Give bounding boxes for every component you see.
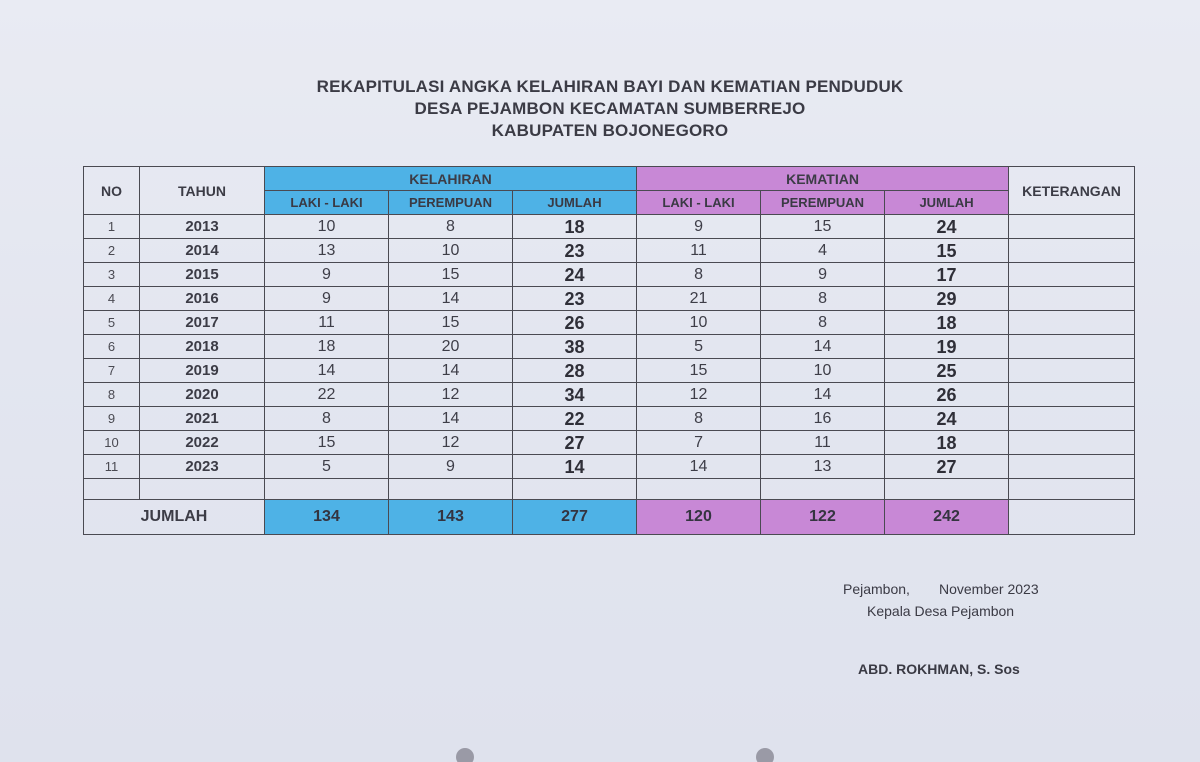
table-row <box>84 311 1135 335</box>
row-kelahiran-perempuan: 20 <box>389 335 513 359</box>
signature-name: ABD. ROKHMAN, S. Sos <box>858 661 1020 677</box>
total-kelahiran-jumlah: 277 <box>513 500 637 535</box>
table-footer <box>84 479 1135 535</box>
row-keterangan <box>1009 311 1135 335</box>
row-no: 8 <box>84 383 140 407</box>
header-no: NO <box>84 167 140 215</box>
row-tahun: 2021 <box>140 407 265 431</box>
row-kelahiran-jumlah: 34 <box>513 383 637 407</box>
row-tahun: 2023 <box>140 455 265 479</box>
row-no: 5 <box>84 311 140 335</box>
row-kelahiran-perempuan: 14 <box>389 407 513 431</box>
header-kelahiran: KELAHIRAN <box>265 167 637 191</box>
row-kelahiran-perempuan: 8 <box>389 215 513 239</box>
row-tahun: 2014 <box>140 239 265 263</box>
binder-hole <box>756 748 774 762</box>
total-label: JUMLAH <box>84 500 265 535</box>
subheader-kelahiran-laki: LAKI - LAKI <box>265 191 389 215</box>
row-kematian-jumlah: 15 <box>885 239 1009 263</box>
row-kematian-jumlah: 17 <box>885 263 1009 287</box>
row-tahun: 2015 <box>140 263 265 287</box>
empty-cell <box>761 479 885 500</box>
empty-cell <box>389 479 513 500</box>
row-keterangan <box>1009 239 1135 263</box>
row-tahun: 2016 <box>140 287 265 311</box>
empty-cell <box>140 479 265 500</box>
row-kelahiran-laki: 18 <box>265 335 389 359</box>
row-kelahiran-laki: 9 <box>265 263 389 287</box>
header-keterangan: KETERANGAN <box>1009 167 1135 215</box>
row-no: 7 <box>84 359 140 383</box>
row-kematian-perempuan: 16 <box>761 407 885 431</box>
row-kematian-laki: 15 <box>637 359 761 383</box>
empty-cell <box>1009 479 1135 500</box>
total-keterangan <box>1009 500 1135 535</box>
row-kematian-perempuan: 8 <box>761 287 885 311</box>
empty-cell <box>84 479 140 500</box>
title-line-1: REKAPITULASI ANGKA KELAHIRAN BAYI DAN KEMATIAN PENDUDUK <box>316 77 904 96</box>
table-row <box>84 287 1135 311</box>
row-tahun: 2018 <box>140 335 265 359</box>
row-kelahiran-laki: 10 <box>265 215 389 239</box>
row-keterangan <box>1009 407 1135 431</box>
row-kematian-jumlah: 24 <box>885 215 1009 239</box>
header-kematian: KEMATIAN <box>637 167 1009 191</box>
document-title <box>260 76 960 142</box>
table-row <box>84 239 1135 263</box>
row-kelahiran-jumlah: 24 <box>513 263 637 287</box>
total-row <box>84 500 1135 535</box>
row-kematian-jumlah: 27 <box>885 455 1009 479</box>
row-kelahiran-laki: 14 <box>265 359 389 383</box>
title-line-3: KABUPATEN BOJONEGORO <box>491 121 729 140</box>
row-kematian-perempuan: 8 <box>761 311 885 335</box>
empty-cell <box>885 479 1009 500</box>
row-kematian-perempuan: 10 <box>761 359 885 383</box>
row-kematian-jumlah: 24 <box>885 407 1009 431</box>
row-kelahiran-laki: 8 <box>265 407 389 431</box>
row-kematian-jumlah: 18 <box>885 311 1009 335</box>
row-kematian-perempuan: 13 <box>761 455 885 479</box>
row-tahun: 2020 <box>140 383 265 407</box>
table-row <box>84 215 1135 239</box>
table-row <box>84 455 1135 479</box>
row-kelahiran-perempuan: 12 <box>389 383 513 407</box>
row-kelahiran-jumlah: 22 <box>513 407 637 431</box>
subheader-kelahiran-jumlah: JUMLAH <box>513 191 637 215</box>
row-kelahiran-perempuan: 10 <box>389 239 513 263</box>
row-kelahiran-jumlah: 14 <box>513 455 637 479</box>
row-kelahiran-jumlah: 38 <box>513 335 637 359</box>
row-keterangan <box>1009 455 1135 479</box>
row-kelahiran-laki: 22 <box>265 383 389 407</box>
row-no: 6 <box>84 335 140 359</box>
row-kematian-perempuan: 11 <box>761 431 885 455</box>
signature-block <box>843 578 1039 622</box>
row-kelahiran-laki: 5 <box>265 455 389 479</box>
table-row <box>84 431 1135 455</box>
title-line-2: DESA PEJAMBON KECAMATAN SUMBERREJO <box>414 99 806 118</box>
row-keterangan <box>1009 359 1135 383</box>
row-kelahiran-laki: 15 <box>265 431 389 455</box>
total-kematian-perempuan: 122 <box>761 500 885 535</box>
row-kelahiran-perempuan: 9 <box>389 455 513 479</box>
row-kematian-perempuan: 4 <box>761 239 885 263</box>
row-no: 4 <box>84 287 140 311</box>
row-kelahiran-laki: 9 <box>265 287 389 311</box>
subheader-kelahiran-perempuan: PEREMPUAN <box>389 191 513 215</box>
table-row <box>84 383 1135 407</box>
row-no: 10 <box>84 431 140 455</box>
total-kelahiran-perempuan: 143 <box>389 500 513 535</box>
table-row <box>84 359 1135 383</box>
row-keterangan <box>1009 335 1135 359</box>
row-kematian-laki: 10 <box>637 311 761 335</box>
row-kematian-laki: 9 <box>637 215 761 239</box>
binder-hole <box>456 748 474 762</box>
empty-cell <box>265 479 389 500</box>
row-kematian-jumlah: 19 <box>885 335 1009 359</box>
header-row-main <box>84 167 1135 191</box>
recap-table <box>83 166 1135 535</box>
empty-cell <box>637 479 761 500</box>
row-kelahiran-perempuan: 15 <box>389 263 513 287</box>
row-keterangan <box>1009 263 1135 287</box>
row-kelahiran-jumlah: 26 <box>513 311 637 335</box>
row-tahun: 2013 <box>140 215 265 239</box>
row-kematian-laki: 11 <box>637 239 761 263</box>
row-kelahiran-jumlah: 27 <box>513 431 637 455</box>
row-kematian-jumlah: 25 <box>885 359 1009 383</box>
row-tahun: 2022 <box>140 431 265 455</box>
row-keterangan <box>1009 383 1135 407</box>
subheader-kematian-jumlah: JUMLAH <box>885 191 1009 215</box>
row-kelahiran-perempuan: 14 <box>389 287 513 311</box>
row-no: 2 <box>84 239 140 263</box>
row-kematian-laki: 21 <box>637 287 761 311</box>
row-kematian-laki: 14 <box>637 455 761 479</box>
row-kematian-jumlah: 29 <box>885 287 1009 311</box>
total-kelahiran-laki: 134 <box>265 500 389 535</box>
row-kematian-jumlah: 26 <box>885 383 1009 407</box>
header-tahun: TAHUN <box>140 167 265 215</box>
row-kematian-perempuan: 9 <box>761 263 885 287</box>
table-row-empty <box>84 479 1135 500</box>
signature-date: November 2023 <box>939 581 1039 597</box>
table-row <box>84 263 1135 287</box>
row-kematian-laki: 8 <box>637 263 761 287</box>
subheader-kematian-laki: LAKI - LAKI <box>637 191 761 215</box>
row-kematian-laki: 5 <box>637 335 761 359</box>
signature-title: Kepala Desa Pejambon <box>867 603 1015 619</box>
row-kematian-jumlah: 18 <box>885 431 1009 455</box>
row-kematian-laki: 7 <box>637 431 761 455</box>
row-keterangan <box>1009 287 1135 311</box>
table-row <box>84 335 1135 359</box>
total-kematian-jumlah: 242 <box>885 500 1009 535</box>
row-kematian-perempuan: 14 <box>761 335 885 359</box>
row-kelahiran-perempuan: 14 <box>389 359 513 383</box>
row-kematian-perempuan: 15 <box>761 215 885 239</box>
row-no: 3 <box>84 263 140 287</box>
row-kelahiran-perempuan: 12 <box>389 431 513 455</box>
row-keterangan <box>1009 215 1135 239</box>
row-kelahiran-perempuan: 15 <box>389 311 513 335</box>
subheader-kematian-perempuan: PEREMPUAN <box>761 191 885 215</box>
row-kelahiran-jumlah: 23 <box>513 239 637 263</box>
total-kematian-laki: 120 <box>637 500 761 535</box>
table-body <box>84 215 1135 479</box>
row-kematian-laki: 12 <box>637 383 761 407</box>
row-kelahiran-jumlah: 23 <box>513 287 637 311</box>
row-kematian-laki: 8 <box>637 407 761 431</box>
row-no: 11 <box>84 455 140 479</box>
table-row <box>84 407 1135 431</box>
row-kelahiran-laki: 11 <box>265 311 389 335</box>
empty-cell <box>513 479 637 500</box>
row-kelahiran-jumlah: 18 <box>513 215 637 239</box>
row-no: 9 <box>84 407 140 431</box>
row-no: 1 <box>84 215 140 239</box>
signature-place: Pejambon, <box>843 581 910 597</box>
row-kelahiran-jumlah: 28 <box>513 359 637 383</box>
row-kelahiran-laki: 13 <box>265 239 389 263</box>
row-kematian-perempuan: 14 <box>761 383 885 407</box>
row-tahun: 2019 <box>140 359 265 383</box>
row-tahun: 2017 <box>140 311 265 335</box>
row-keterangan <box>1009 431 1135 455</box>
